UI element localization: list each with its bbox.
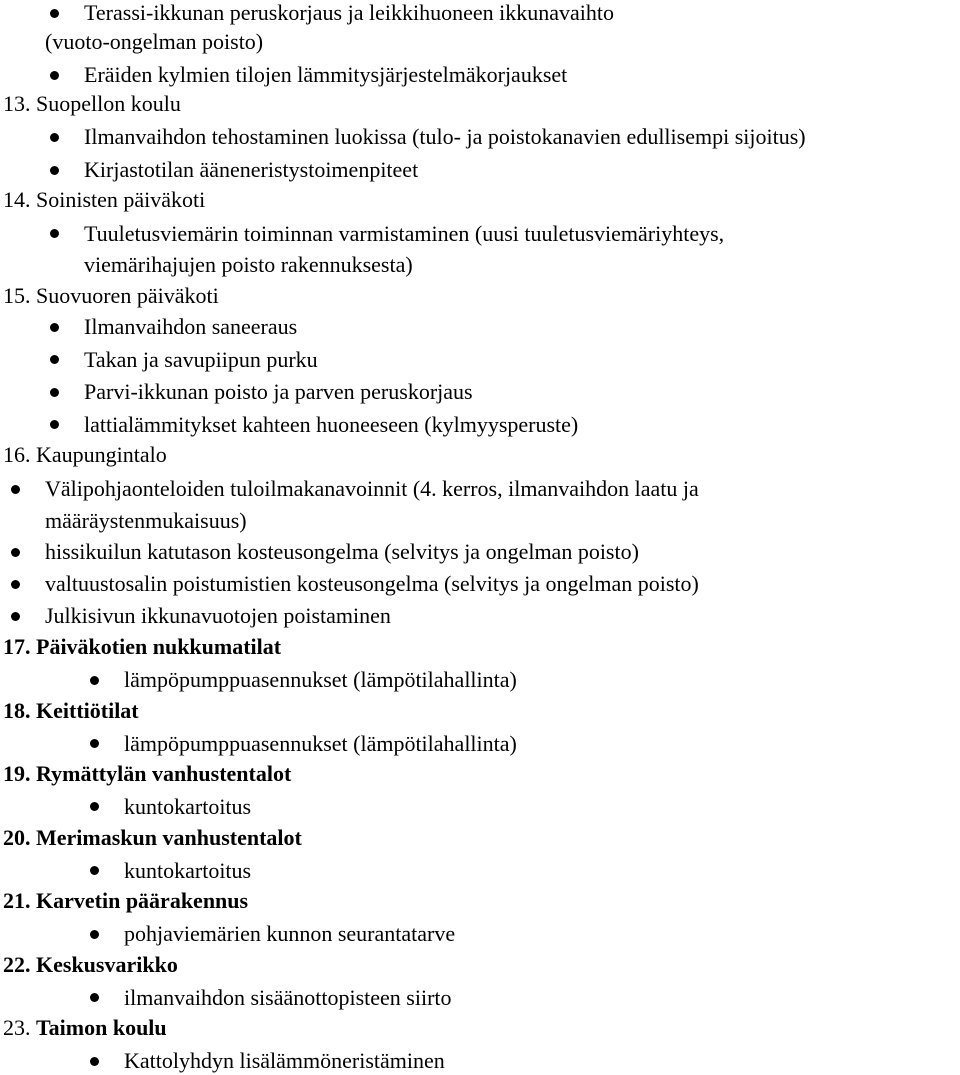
section-heading: [3, 952, 178, 978]
list-item: pohjaviemärien kunnon seurantatarve: [124, 921, 456, 946]
bullet-icon: [90, 1057, 99, 1066]
section-title: Karvetin päärakennus: [36, 888, 249, 913]
list-item: Parvi-ikkunan poisto ja parven peruskorjaus: [84, 379, 473, 404]
section-number: 14.: [3, 187, 31, 212]
list-item: Eräiden kylmien tilojen lämmitysjärjestelmäkorjaukset: [84, 62, 568, 87]
list-item-continuation: määräystenmukaisuus): [45, 508, 247, 533]
list-item: Ilmanvaihdon saneeraus: [84, 314, 298, 339]
bullet-icon: [50, 133, 59, 142]
bullet-icon: [90, 993, 99, 1002]
list-item: lämpöpumppuasennukset (lämpötilahallinta): [124, 731, 517, 756]
list-item: Julkisivun ikkunavuotojen poistaminen: [45, 603, 391, 628]
bullet-icon: [90, 930, 99, 939]
section-heading: [3, 91, 181, 117]
list-item: ilmanvaihdon sisäänottopisteen siirto: [124, 985, 452, 1010]
section-number: 17.: [3, 634, 31, 659]
bullet-icon: [50, 388, 59, 397]
section-title: Rymättylän vanhustentalot: [36, 761, 292, 786]
list-item: kuntokartoitus: [124, 858, 252, 883]
section-title: Suovuoren päiväkoti: [36, 283, 219, 308]
section-title: Merimaskun vanhustentalot: [36, 825, 302, 850]
section-heading: [3, 634, 281, 660]
list-item: Kattolyhdyn lisälämmöneristäminen: [124, 1048, 445, 1073]
section-title: Keittiötilat: [36, 698, 139, 723]
bullet-icon: [90, 866, 99, 875]
section-number: 18.: [3, 698, 31, 723]
bullet-icon: [90, 739, 99, 748]
section-heading: [3, 442, 167, 468]
list-item: kuntokartoitus: [124, 794, 252, 819]
section-number: 20.: [3, 825, 31, 850]
section-number: 22.: [3, 952, 31, 977]
bullet-icon: [50, 420, 59, 429]
bullet-icon: [11, 485, 20, 494]
bullet-icon: [50, 71, 59, 80]
section-heading: [3, 1015, 167, 1041]
section-number: 21.: [3, 888, 31, 913]
list-item: hissikuilun katutason kosteusongelma (selvitys ja ongelman poisto): [45, 539, 639, 564]
section-heading: [3, 698, 139, 724]
list-item: valtuustosalin poistumistien kosteusongelma (selvitys ja ongelman poisto): [45, 571, 699, 596]
bullet-icon: [11, 548, 20, 557]
list-item: Kirjastotilan ääneneristystoimenpiteet: [84, 157, 419, 182]
bullet-icon: [90, 676, 99, 685]
bullet-icon: [11, 580, 20, 589]
section-heading: [3, 825, 302, 851]
bullet-icon: [50, 166, 59, 175]
section-number: 23.: [3, 1015, 31, 1040]
section-title: Keskusvarikko: [36, 952, 178, 977]
list-item: Tuuletusviemärin toiminnan varmistaminen (uusi tuuletusviemäriyhteys,: [84, 221, 725, 246]
section-number: 13.: [3, 91, 31, 116]
section-number: 19.: [3, 761, 31, 786]
bullet-icon: [50, 355, 59, 364]
section-title: Kaupungintalo: [36, 442, 167, 467]
section-heading: [3, 888, 248, 914]
list-item-continuation: (vuoto-ongelman poisto): [45, 29, 264, 54]
section-heading: [3, 761, 291, 787]
list-item: Terassi-ikkunan peruskorjaus ja leikkihuoneen ikkunavaihto: [84, 0, 614, 25]
section-number: 15.: [3, 283, 31, 308]
section-heading: [3, 283, 219, 309]
list-item: Välipohjaonteloiden tuloilmakanavoinnit (4. kerros, ilmanvaihdon laatu ja: [45, 476, 699, 501]
section-title: Päiväkotien nukkumatilat: [36, 634, 282, 659]
section-title: Taimon koulu: [36, 1015, 167, 1040]
bullet-icon: [50, 323, 59, 332]
list-item: Ilmanvaihdon tehostaminen luokissa (tulo- ja poistokanavien edullisempi sijoitus): [84, 124, 806, 149]
section-heading: [3, 187, 205, 213]
bullet-icon: [11, 612, 20, 621]
list-item: lattialämmitykset kahteen huoneeseen (kylmyysperuste): [84, 412, 579, 437]
section-title: Suopellon koulu: [36, 91, 181, 116]
section-number: 16.: [3, 442, 31, 467]
bullet-icon: [50, 9, 59, 18]
bullet-icon: [90, 802, 99, 811]
section-title: Soinisten päiväkoti: [36, 187, 206, 212]
list-item: lämpöpumppuasennukset (lämpötilahallinta): [124, 667, 517, 692]
list-item: Takan ja savupiipun purku: [84, 347, 318, 372]
bullet-icon: [50, 229, 59, 238]
list-item-continuation: viemärihajujen poisto rakennuksesta): [84, 252, 413, 277]
